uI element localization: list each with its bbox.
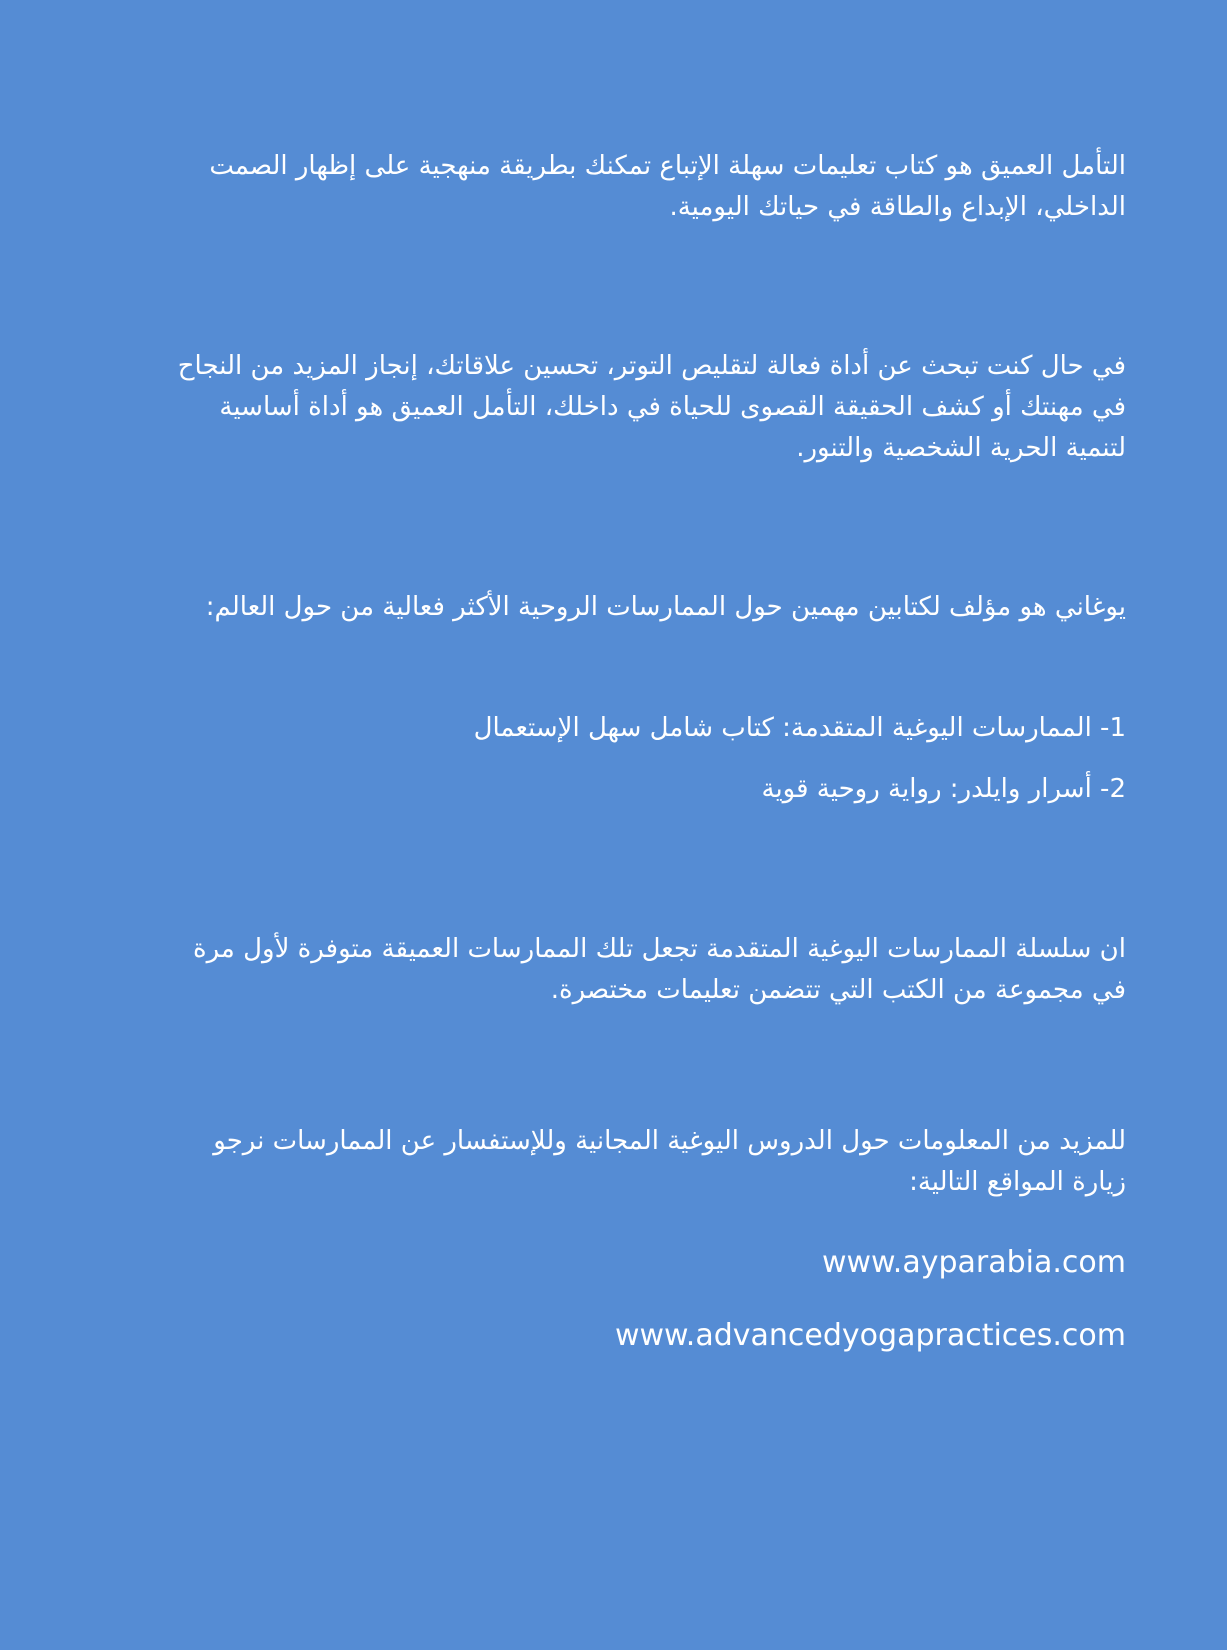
website-link-advancedyogapractices[interactable]: www.advancedyogapractices.com: [614, 1318, 1126, 1353]
series-paragraph: ان سلسلة الممارسات اليوغية المتقدمة تجعل تلك الممارسات العميقة متوفرة لأول مرة في مجموعة من الكتب التي تتضمن تعليمات مختصرة.: [192, 934, 1126, 1005]
more-info-paragraph: للمزيد من المعلومات حول الدروس اليوغية المجانية وللإستفسار عن الممارسات نرجو زيارة المواقع التالية:: [213, 1126, 1126, 1197]
author-paragraph: يوغاني هو مؤلف لكتابين مهمين حول الممارسات الروحية الأكثر فعالية من حول العالم:: [205, 592, 1126, 622]
website-link-ayparabia[interactable]: www.ayparabia.com: [821, 1245, 1126, 1280]
benefits-paragraph: في حال كنت تبحث عن أداة فعالة لتقليص التوتر، تحسين علاقاتك، إنجاز المزيد من النجاح في مهنتك أو كشف الحقيقة القصوى للحياة في داخلك، التأمل العميق هو أداة أساسية لتنمية الحرية الشخصية والتنور.: [177, 351, 1126, 463]
intro-paragraph: التأمل العميق هو كتاب تعليمات سهلة الإتباع تمكنك بطريقة منهجية على إظهار الصمت الداخلي، الإبداع والطاقة في حياتك اليومية.: [209, 151, 1126, 222]
book-list-item-1: 1- الممارسات اليوغية المتقدمة: كتاب شامل سهل الإستعمال: [473, 713, 1126, 743]
book-list-item-2: 2- أسرار وايلدر: رواية روحية قوية: [761, 774, 1126, 804]
